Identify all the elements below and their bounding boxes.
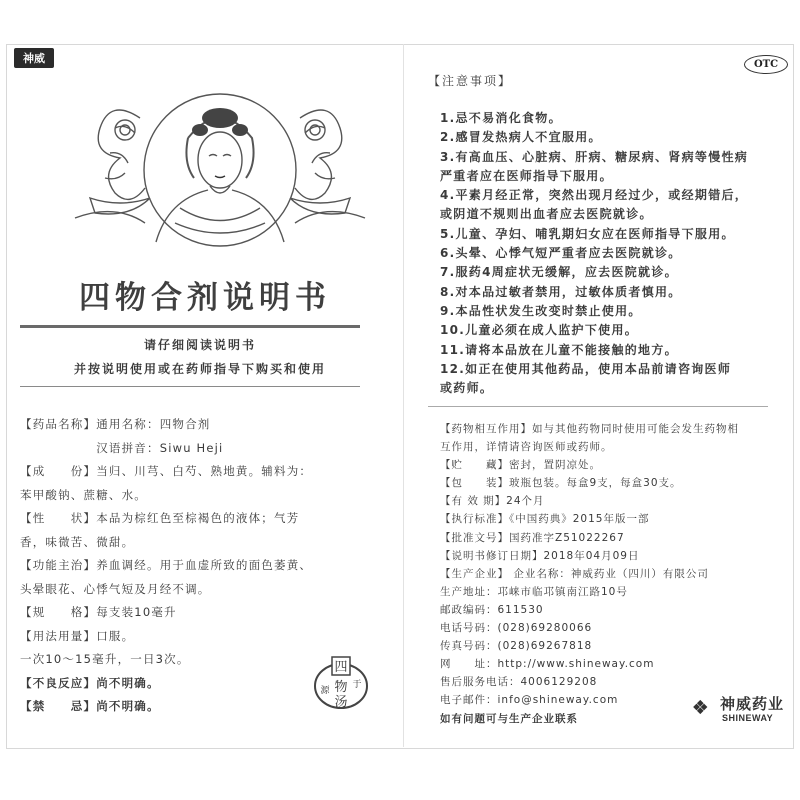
pinyin-line: 汉语拼音：Siwu Heji — [20, 440, 224, 455]
ingredients-line-cont: 苯甲酸钠、蔗糖、水。 — [20, 487, 147, 502]
seal-stamp — [312, 655, 370, 713]
postcode-line: 邮政编码：611530 — [440, 603, 544, 616]
seal-char-2: 源 — [320, 686, 330, 696]
precaution-item: 1.忌不易消化食物。 — [440, 111, 562, 125]
phone-line: 电话号码：(028)69280066 — [440, 622, 593, 635]
dosage-line: 【用法用量】口服。 — [20, 628, 135, 643]
precaution-item: 3.有高血压、心脏病、肝病、糖尿病、肾病等慢性病 — [440, 149, 749, 164]
fold-line — [403, 44, 404, 747]
approval-number-line: 【批准文号】国药准字Z51022267 — [440, 531, 625, 544]
precaution-item: 4.平素月经正常，突然出现月经过少，或经期错后， — [440, 188, 749, 203]
appearance-line-cont: 香，味微苦、微甜。 — [20, 534, 135, 549]
precaution-item: 或药师。 — [440, 381, 494, 396]
seal-char-3: 物 — [334, 680, 348, 695]
seal-char-4: 于 — [352, 680, 362, 690]
precaution-item: 9.本品性状发生改变时禁止使用。 — [440, 303, 642, 318]
precaution-item: 10.儿童必须在成人监护下使用。 — [440, 323, 639, 338]
contraindications-line: 【禁 忌】尚不明确。 — [20, 699, 160, 713]
precaution-item: 6.头晕、心悸气短严重者应去医院就诊。 — [440, 246, 682, 261]
indications-line-cont: 头晕眼花、心悸气短及月经不调。 — [20, 581, 211, 596]
precaution-item: 12.如正在使用其他药品，使用本品前请咨询医师 — [440, 361, 732, 376]
brand-badge: 神威 — [14, 48, 54, 68]
seal-char-5: 汤 — [334, 695, 348, 710]
advice-line-2: 并按说明使用或在药师指导下购买和使用 — [73, 362, 326, 376]
adverse-reactions-line: 【不良反应】尚不明确。 — [20, 675, 160, 690]
precaution-item: 11.请将本品放在儿童不能接触的地方。 — [440, 342, 678, 357]
specification-line: 【规 格】每支装10毫升 — [20, 605, 177, 619]
dosage-line-cont: 一次10～15毫升，一日3次。 — [20, 652, 190, 666]
precautions-list — [440, 108, 748, 397]
precaution-item: 严重者应在医师指导下服用。 — [440, 168, 613, 183]
appearance-line: 【性 状】本品为棕红色至棕褐色的液体；气芳 — [20, 511, 300, 525]
ingredients-line: 【成 份】当归、川芎、白芍、熟地黄。辅料为： — [20, 464, 313, 478]
right-divider — [428, 406, 768, 407]
interactions-line: 【药物相互作用】如与其他药物同时使用可能会发生药物相 — [440, 423, 739, 435]
seal-char-1: 四 — [334, 660, 348, 675]
portrait-illustration — [70, 78, 370, 258]
shelf-life-line: 【有 效 期】24个月 — [440, 495, 545, 508]
fax-line: 传真号码：(028)69267818 — [440, 640, 593, 653]
manufacturer-line: 【生产企业】 企业名称：神威药业（四川）有限公司 — [440, 567, 709, 580]
document-title: 四物合剂说明书 — [79, 280, 331, 316]
website-line: 网 址：http://www.shineway.com — [440, 658, 655, 671]
precautions-heading: 【注意事项】 — [428, 74, 513, 88]
package-line: 【包 装】玻瓶包装。每盒9支，每盒30支。 — [440, 477, 682, 490]
product-details-section — [440, 420, 739, 728]
precaution-item: 5.儿童、孕妇、哺乳期妇女应在医师指导下服用。 — [440, 226, 735, 241]
advice-line-1: 请仔细阅读说明书 — [143, 338, 256, 352]
company-logo-english: SHINEWAY — [722, 713, 774, 723]
precaution-item: 8.对本品过敏者禁用，过敏体质者慎用。 — [440, 284, 682, 299]
contact-note-line: 如有问题可与生产企业联系 — [440, 712, 578, 725]
email-line: 电子邮件：info@shineway.com — [440, 694, 619, 707]
company-logo-icon — [686, 690, 720, 724]
storage-line: 【贮 藏】密封，置阴凉处。 — [440, 459, 601, 472]
standard-line: 【执行标准】《中国药典》2015年版一部 — [440, 513, 650, 526]
precaution-item: 7.服药4周症状无缓解，应去医院就诊。 — [440, 265, 678, 280]
revision-date-line: 【说明书修订日期】2018年04月09日 — [440, 549, 640, 562]
precaution-item: 2.感冒发热病人不宜服用。 — [440, 130, 602, 145]
advice-divider — [20, 386, 360, 387]
address-line: 生产地址：邛崃市临邛镇南江路10号 — [440, 585, 628, 598]
service-phone-line: 售后服务电话：4006129208 — [440, 676, 598, 689]
title-divider — [20, 325, 360, 328]
precaution-item: 或阴道不规则出血者应去医院就诊。 — [440, 207, 653, 222]
drug-name-line: 【药品名称】通用名称：四物合剂 — [20, 417, 211, 431]
company-logo-text: 神威药业 — [720, 695, 785, 713]
otc-badge: OTC — [744, 55, 788, 74]
indications-line: 【功能主治】养血调经。用于血虚所致的面色萎黄、 — [20, 558, 313, 572]
drug-info-section — [20, 412, 312, 718]
interactions-line-cont: 互作用，详情请咨询医师或药师。 — [440, 441, 613, 454]
